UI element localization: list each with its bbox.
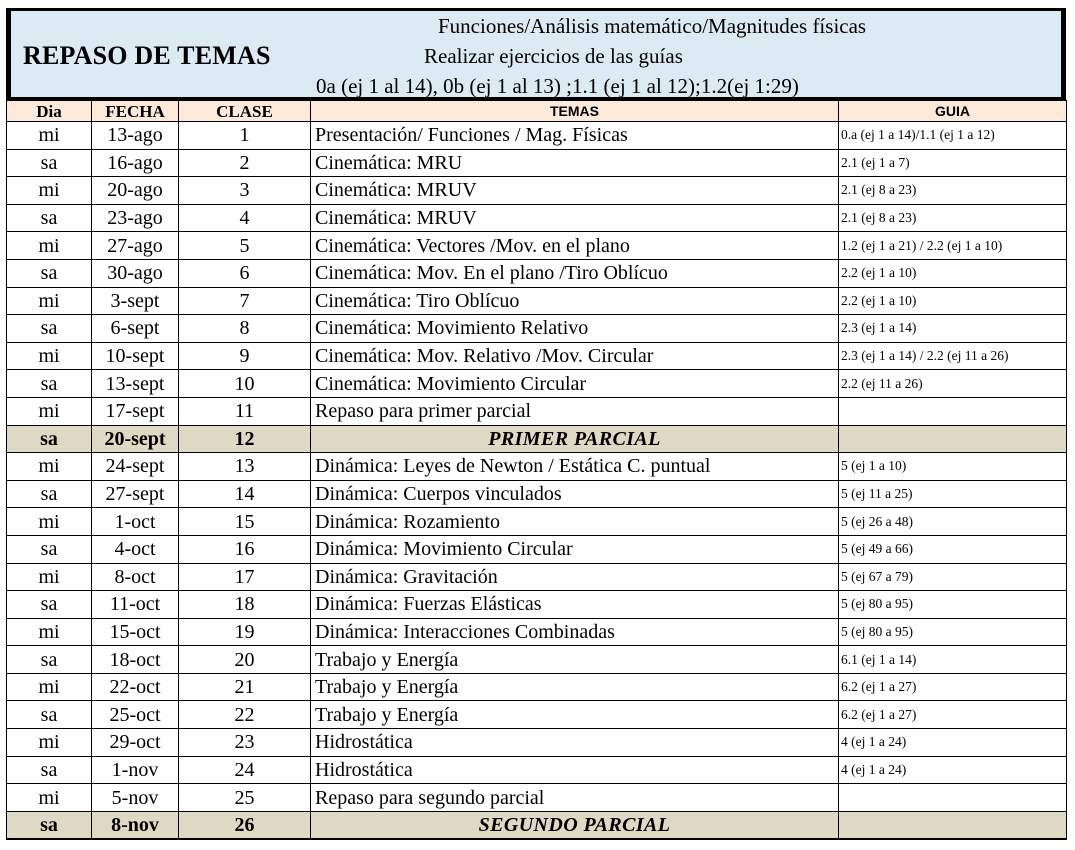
cell-dia: sa [7, 646, 92, 674]
table-row [7, 287, 1067, 315]
cell-dia: mi [7, 729, 92, 757]
cell-tema: Hidrostática [311, 729, 839, 757]
cell-fecha: 5-nov [92, 784, 179, 812]
cell-dia: sa [7, 425, 92, 453]
cell-fecha: 4-oct [92, 535, 179, 563]
cell-dia: mi [7, 342, 92, 370]
cell-fecha: 23-ago [92, 204, 179, 232]
table-row [7, 535, 1067, 563]
cell-dia: mi [7, 397, 92, 425]
cell-dia: mi [7, 177, 92, 205]
cell-fecha: 8-nov [92, 811, 179, 839]
table-row [7, 784, 1067, 812]
cell-clase: 6 [179, 259, 311, 287]
cell-dia: sa [7, 480, 92, 508]
cell-guia: 6.2 (ej 1 a 27) [839, 701, 1067, 729]
cell-guia: 5 (ej 26 a 48) [839, 508, 1067, 536]
table-header-row [7, 101, 1067, 122]
table-row [7, 811, 1067, 839]
cell-tema: Repaso para primer parcial [311, 397, 839, 425]
cell-fecha: 3-sept [92, 287, 179, 315]
cell-dia: mi [7, 287, 92, 315]
cell-guia: 4 (ej 1 a 24) [839, 756, 1067, 784]
cell-dia: mi [7, 453, 92, 481]
cell-fecha: 10-sept [92, 342, 179, 370]
cell-tema: Repaso para segundo parcial [311, 784, 839, 812]
cell-clase: 14 [179, 480, 311, 508]
table-row [7, 177, 1067, 205]
table-row [7, 122, 1067, 150]
cell-dia: sa [7, 370, 92, 398]
cell-guia: 2.2 (ej 1 a 10) [839, 287, 1067, 315]
cell-fecha: 18-oct [92, 646, 179, 674]
cell-dia: sa [7, 315, 92, 343]
cell-clase: 15 [179, 508, 311, 536]
cell-fecha: 8-oct [92, 563, 179, 591]
cell-dia: sa [7, 701, 92, 729]
table-row [7, 673, 1067, 701]
cell-tema: PRIMER PARCIAL [311, 425, 839, 453]
schedule-body [7, 122, 1067, 840]
cell-tema: Dinámica: Gravitación [311, 563, 839, 591]
cell-tema: SEGUNDO PARCIAL [311, 811, 839, 839]
cell-tema: Dinámica: Leyes de Newton / Estática C. puntual [311, 453, 839, 481]
cell-guia: 6.1 (ej 1 a 14) [839, 646, 1067, 674]
cell-clase: 20 [179, 646, 311, 674]
column-header-dia: Dia [7, 101, 92, 122]
cell-tema: Cinemática: MRUV [311, 204, 839, 232]
cell-clase: 26 [179, 811, 311, 839]
schedule-table [6, 100, 1067, 840]
cell-fecha: 1-nov [92, 756, 179, 784]
cell-dia: sa [7, 756, 92, 784]
schedule-sheet [6, 8, 1066, 840]
cell-tema: Dinámica: Rozamiento [311, 508, 839, 536]
cell-tema: Cinemática: Tiro Oblícuo [311, 287, 839, 315]
cell-dia: mi [7, 618, 92, 646]
review-topics-line: Funciones/Análisis matemático/Magnitudes físicas [438, 14, 867, 38]
table-row [7, 701, 1067, 729]
table-row [7, 204, 1067, 232]
table-row [7, 342, 1067, 370]
cell-clase: 2 [179, 149, 311, 177]
cell-dia: mi [7, 122, 92, 150]
table-row [7, 370, 1067, 398]
cell-guia: 5 (ej 80 a 95) [839, 618, 1067, 646]
cell-fecha: 20-sept [92, 425, 179, 453]
cell-fecha: 16-ago [92, 149, 179, 177]
cell-tema: Dinámica: Interacciones Combinadas [311, 618, 839, 646]
cell-dia: mi [7, 232, 92, 260]
cell-fecha: 13-ago [92, 122, 179, 150]
cell-clase: 3 [179, 177, 311, 205]
column-header-clase: CLASE [179, 101, 311, 122]
cell-tema: Dinámica: Fuerzas Elásticas [311, 591, 839, 619]
cell-guia [839, 811, 1067, 839]
cell-tema: Cinemática: Vectores /Mov. en el plano [311, 232, 839, 260]
cell-fecha: 17-sept [92, 397, 179, 425]
cell-guia [839, 784, 1067, 812]
cell-guia: 2.2 (ej 1 a 10) [839, 259, 1067, 287]
cell-clase: 11 [179, 397, 311, 425]
header-banner [6, 8, 1066, 100]
cell-clase: 21 [179, 673, 311, 701]
cell-dia: mi [7, 563, 92, 591]
cell-dia: sa [7, 591, 92, 619]
cell-guia [839, 397, 1067, 425]
cell-clase: 1 [179, 122, 311, 150]
cell-clase: 5 [179, 232, 311, 260]
cell-guia: 5 (ej 1 a 10) [839, 453, 1067, 481]
cell-clase: 17 [179, 563, 311, 591]
cell-fecha: 24-sept [92, 453, 179, 481]
cell-tema: Hidrostática [311, 756, 839, 784]
cell-fecha: 20-ago [92, 177, 179, 205]
cell-guia: 2.3 (ej 1 a 14) / 2.2 (ej 11 a 26) [839, 342, 1067, 370]
cell-fecha: 6-sept [92, 315, 179, 343]
cell-guia: 6.2 (ej 1 a 27) [839, 673, 1067, 701]
table-row [7, 315, 1067, 343]
cell-clase: 23 [179, 729, 311, 757]
cell-dia: sa [7, 535, 92, 563]
cell-guia: 4 (ej 1 a 24) [839, 729, 1067, 757]
cell-tema: Cinemática: MRUV [311, 177, 839, 205]
cell-clase: 12 [179, 425, 311, 453]
cell-clase: 18 [179, 591, 311, 619]
cell-fecha: 15-oct [92, 618, 179, 646]
cell-guia: 2.3 (ej 1 a 14) [839, 315, 1067, 343]
cell-guia: 2.1 (ej 8 a 23) [839, 177, 1067, 205]
cell-fecha: 29-oct [92, 729, 179, 757]
review-exercises-line: 0a (ej 1 al 14), 0b (ej 1 al 13) ;1.1 (ej 1 al 12);1.2(ej 1:29) [316, 74, 799, 98]
cell-clase: 25 [179, 784, 311, 812]
page-title: REPASO DE TEMAS [23, 41, 271, 70]
cell-clase: 9 [179, 342, 311, 370]
cell-guia: 5 (ej 11 a 25) [839, 480, 1067, 508]
cell-clase: 4 [179, 204, 311, 232]
cell-guia: 5 (ej 49 a 66) [839, 535, 1067, 563]
cell-clase: 13 [179, 453, 311, 481]
cell-guia: 5 (ej 67 a 79) [839, 563, 1067, 591]
cell-fecha: 25-oct [92, 701, 179, 729]
table-row [7, 425, 1067, 453]
cell-guia: 5 (ej 80 a 95) [839, 591, 1067, 619]
table-row [7, 508, 1067, 536]
table-row [7, 563, 1067, 591]
cell-dia: sa [7, 811, 92, 839]
cell-clase: 7 [179, 287, 311, 315]
cell-dia: sa [7, 149, 92, 177]
cell-fecha: 11-oct [92, 591, 179, 619]
cell-tema: Cinemática: Movimiento Relativo [311, 315, 839, 343]
table-row [7, 618, 1067, 646]
cell-guia: 1.2 (ej 1 a 21) / 2.2 (ej 1 a 10) [839, 232, 1067, 260]
table-row [7, 756, 1067, 784]
cell-dia: mi [7, 673, 92, 701]
cell-clase: 10 [179, 370, 311, 398]
cell-guia: 2.1 (ej 1 a 7) [839, 149, 1067, 177]
cell-tema: Dinámica: Movimiento Circular [311, 535, 839, 563]
review-instructions-line: Realizar ejercicios de las guías [424, 44, 683, 68]
column-header-temas: TEMAS [311, 101, 839, 122]
cell-clase: 24 [179, 756, 311, 784]
cell-tema: Trabajo y Energía [311, 646, 839, 674]
table-row [7, 397, 1067, 425]
table-row [7, 149, 1067, 177]
cell-tema: Trabajo y Energía [311, 701, 839, 729]
column-header-guia: GUIA [839, 101, 1067, 122]
cell-fecha: 27-sept [92, 480, 179, 508]
table-row [7, 729, 1067, 757]
cell-guia: 2.1 (ej 8 a 23) [839, 204, 1067, 232]
cell-guia [839, 425, 1067, 453]
cell-clase: 16 [179, 535, 311, 563]
cell-tema: Cinemática: Mov. En el plano /Tiro Oblícuo [311, 259, 839, 287]
table-row [7, 232, 1067, 260]
cell-dia: sa [7, 204, 92, 232]
cell-fecha: 1-oct [92, 508, 179, 536]
cell-fecha: 27-ago [92, 232, 179, 260]
cell-clase: 8 [179, 315, 311, 343]
cell-dia: mi [7, 508, 92, 536]
cell-tema: Trabajo y Energía [311, 673, 839, 701]
cell-dia: mi [7, 784, 92, 812]
cell-guia: 2.2 (ej 11 a 26) [839, 370, 1067, 398]
cell-dia: sa [7, 259, 92, 287]
cell-clase: 22 [179, 701, 311, 729]
table-row [7, 591, 1067, 619]
table-row [7, 453, 1067, 481]
cell-tema: Cinemática: Movimiento Circular [311, 370, 839, 398]
cell-clase: 19 [179, 618, 311, 646]
table-row [7, 480, 1067, 508]
cell-fecha: 22-oct [92, 673, 179, 701]
cell-tema: Cinemática: Mov. Relativo /Mov. Circular [311, 342, 839, 370]
table-row [7, 646, 1067, 674]
cell-tema: Cinemática: MRU [311, 149, 839, 177]
column-header-fecha: FECHA [92, 101, 179, 122]
cell-tema: Presentación/ Funciones / Mag. Físicas [311, 122, 839, 150]
table-row [7, 259, 1067, 287]
cell-fecha: 13-sept [92, 370, 179, 398]
cell-tema: Dinámica: Cuerpos vinculados [311, 480, 839, 508]
cell-guia: 0.a (ej 1 a 14)/1.1 (ej 1 a 12) [839, 122, 1067, 150]
cell-fecha: 30-ago [92, 259, 179, 287]
